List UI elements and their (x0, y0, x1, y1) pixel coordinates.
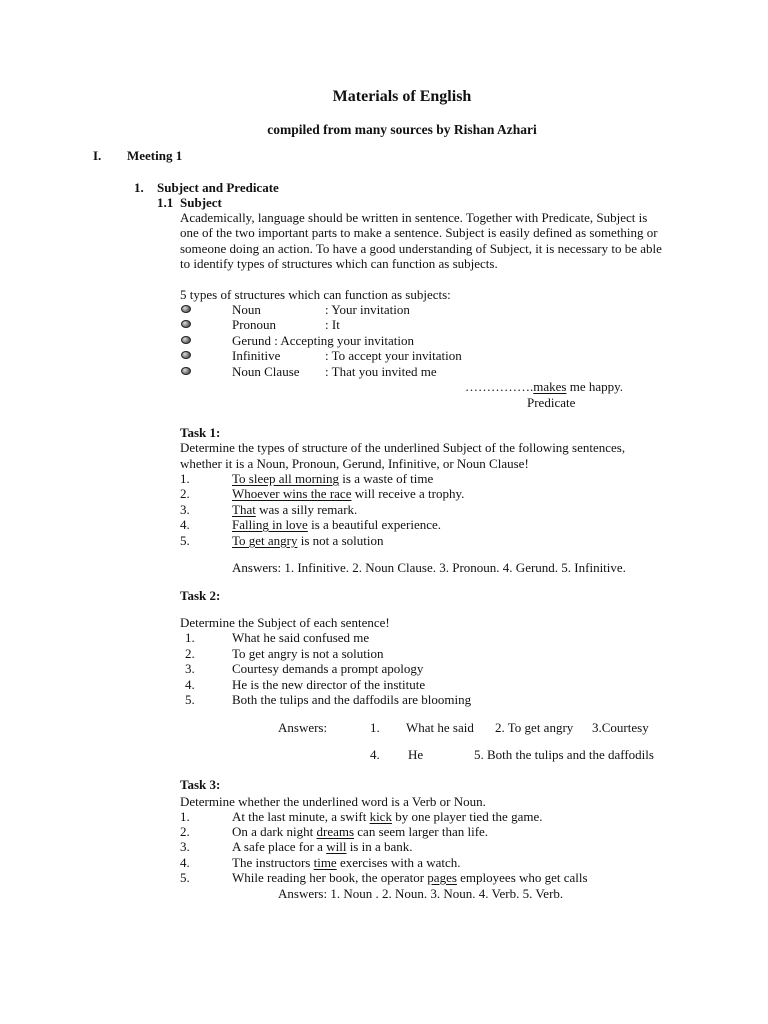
task3-title: Task 3: (180, 777, 221, 792)
list-item: At the last minute, a swift kick by one player tied the game. (232, 809, 543, 824)
list-number: 4. (180, 855, 190, 870)
task3-instruction: Determine whether the underlined word is a Verb or Noun. (180, 794, 486, 809)
task2-answer-number: 1. (370, 720, 380, 735)
task1-title: Task 1: (180, 425, 221, 440)
bullet-icon (181, 305, 191, 313)
list-item: Courtesy demands a prompt apology (232, 661, 424, 676)
list-number: 5. (180, 533, 190, 548)
bullet-icon (181, 367, 191, 375)
list-item: The instructors time exercises with a watch. (232, 855, 461, 870)
task2-answer-number: 4. (370, 747, 380, 762)
task2-answer: He (408, 747, 424, 762)
subsubsection-label: Subject (180, 195, 222, 210)
task1-instruction: Determine the types of structure of the underlined Subject of the following sentences, (180, 440, 626, 455)
task2-title: Task 2: (180, 588, 221, 603)
list-item: Whoever wins the race will receive a trophy. (232, 486, 465, 501)
type-example: : Your invitation (325, 302, 410, 317)
type-name: Gerund : Accepting your invitation (232, 333, 414, 348)
predicate-label: Predicate (527, 395, 576, 410)
type-example: : That you invited me (325, 364, 437, 379)
list-number: 2. (185, 646, 195, 661)
type-example: : It (325, 317, 340, 332)
list-number: 4. (180, 517, 190, 532)
task2-answers-label: Answers: (278, 720, 328, 735)
list-item: To sleep all morning is a waste of time (232, 471, 434, 486)
list-number: 4. (185, 677, 195, 692)
list-number: 1. (185, 630, 195, 645)
task2-answer: What he said (406, 720, 474, 735)
task3-answers: Answers: 1. Noun . 2. Noun. 3. Noun. 4. Verb. 5. Verb. (278, 886, 564, 901)
task2-answer: 5. Both the tulips and the daffodils (474, 747, 654, 762)
intro-line: to identify types of structures which can function as subjects. (180, 256, 498, 271)
list-item: What he said confused me (232, 630, 370, 645)
list-number: 2. (180, 824, 190, 839)
bullet-icon (181, 336, 191, 344)
subsubsection-number: 1.1 (157, 195, 174, 210)
intro-line: Academically, language should be written in sentence. Together with Predicate, Subject is (180, 210, 648, 225)
list-number: 1. (180, 471, 190, 486)
subsection-number: 1. (134, 180, 144, 195)
list-item: Falling in love is a beautiful experience. (232, 517, 442, 532)
type-example: : To accept your invitation (325, 348, 462, 363)
intro-line: one of the two important parts to make a sentence. Subject is easily defined as something or (180, 225, 658, 240)
task2-instruction: Determine the Subject of each sentence! (180, 615, 390, 630)
task2-answer: 3.Courtesy (592, 720, 649, 735)
list-number: 2. (180, 486, 190, 501)
list-item: To get angry is not a solution (232, 533, 384, 548)
document-title: Materials of English (332, 88, 472, 105)
type-name: Noun (232, 302, 261, 317)
type-name: Infinitive (232, 348, 281, 363)
list-item: That was a silly remark. (232, 502, 358, 517)
list-item: Both the tulips and the daffodils are blooming (232, 692, 472, 707)
task1-answers: Answers: 1. Infinitive. 2. Noun Clause. 3. Pronoun. 4. Gerund. 5. Infinitive. (232, 560, 626, 575)
list-number: 5. (185, 692, 195, 707)
document-subtitle: compiled from many sources by Rishan Azhari (267, 122, 537, 137)
list-item: He is the new director of the institute (232, 677, 426, 692)
list-number: 3. (185, 661, 195, 676)
types-heading: 5 types of structures which can function as subjects: (180, 287, 451, 302)
bullet-icon (181, 320, 191, 328)
subsection-label: Subject and Predicate (157, 180, 279, 195)
section-label: Meeting 1 (127, 148, 183, 163)
bullet-icon (181, 351, 191, 359)
list-item: To get angry is not a solution (232, 646, 384, 661)
list-number: 3. (180, 839, 190, 854)
section-number: I. (93, 148, 102, 163)
example-sentence: …………….makes me happy. (465, 379, 624, 394)
type-name: Noun Clause (232, 364, 300, 379)
predicate-verb: makes (533, 379, 567, 394)
list-item: On a dark night dreams can seem larger than life. (232, 824, 489, 839)
task1-instruction: whether it is a Noun, Pronoun, Gerund, Infinitive, or Noun Clause! (180, 456, 529, 471)
intro-line: someone doing an action. To have a good understanding of Subject, it is necessary to be able (180, 241, 662, 256)
list-number: 1. (180, 809, 190, 824)
list-number: 3. (180, 502, 190, 517)
task2-answer: 2. To get angry (495, 720, 574, 735)
type-name: Pronoun (232, 317, 277, 332)
list-item: A safe place for a will is in a bank. (232, 839, 413, 854)
list-item: While reading her book, the operator pages employees who get calls (232, 870, 588, 885)
list-number: 5. (180, 870, 190, 885)
